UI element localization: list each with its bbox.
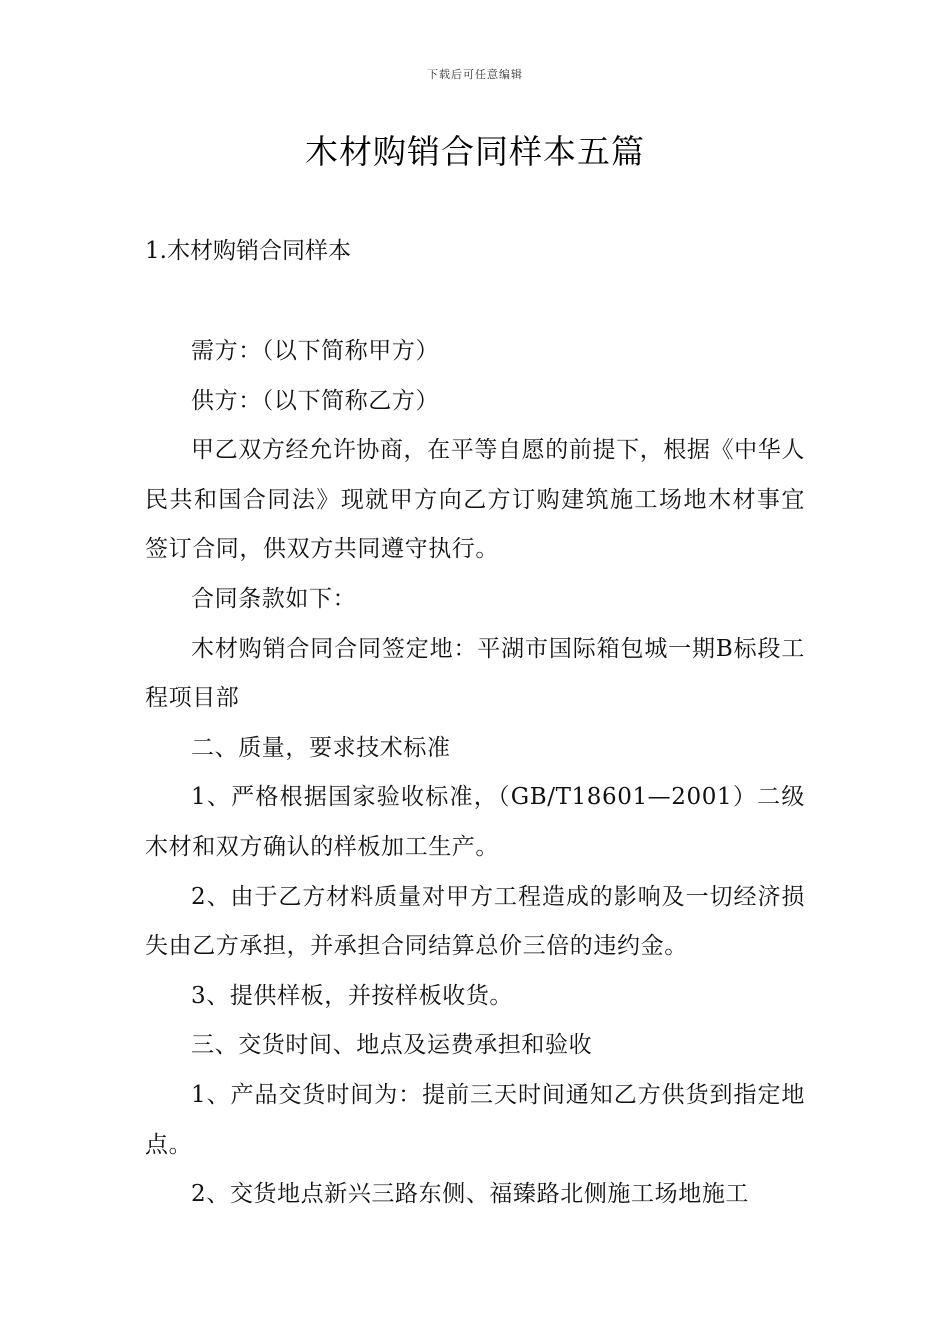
paragraph-quality-item-3: 3、提供样板，并按样板收货。: [191, 982, 514, 1009]
paragraph-buyer: 需方：（以下简称甲方）: [191, 338, 440, 364]
paragraph-quality-item-1: 1、严格根据国家验收标准，（GB/T18601—2001）二级木材和双方确认的样板加工生产。: [145, 784, 805, 860]
paragraph-preamble: 甲乙双方经允许协商，在平等自愿的前提下，根据《中华人民共和国合同法》现就甲方向乙方订购建筑施工场地木材事宜签订合同，供双方共同遵守执行。: [145, 437, 805, 563]
paragraph-delivery-item-1: 1、产品交货时间为：提前三天时间通知乙方供货到指定地点。: [145, 1081, 805, 1158]
paragraph-delivery-item-2: 2、交货地点新兴三路东侧、福臻路北侧施工场地施工: [191, 1181, 750, 1208]
section-heading: 1.木材购销合同样本: [145, 238, 351, 264]
page-header-note: 下载后可任意编辑: [427, 68, 523, 81]
document-title: 木材购销合同样本五篇: [305, 132, 645, 171]
document-body: [145, 327, 805, 1220]
paragraph-delivery-heading: 三、交货时间、地点及运费承担和验收: [191, 1032, 593, 1059]
paragraph-terms-intro: 合同条款如下：: [191, 585, 357, 612]
paragraph-quality-heading: 二、质量，要求技术标准: [191, 734, 451, 761]
paragraph-signing-place: 木材购销合同合同签定地：平湖市国际箱包城一期B标段工程项目部: [145, 635, 805, 712]
paragraph-quality-item-2: 2、由于乙方材料质量对甲方工程造成的影响及一切经济损失由乙方承担，并承担合同结算总价三倍的违约金。: [145, 883, 805, 960]
paragraph-supplier: 供方：（以下简称乙方）: [191, 387, 440, 414]
